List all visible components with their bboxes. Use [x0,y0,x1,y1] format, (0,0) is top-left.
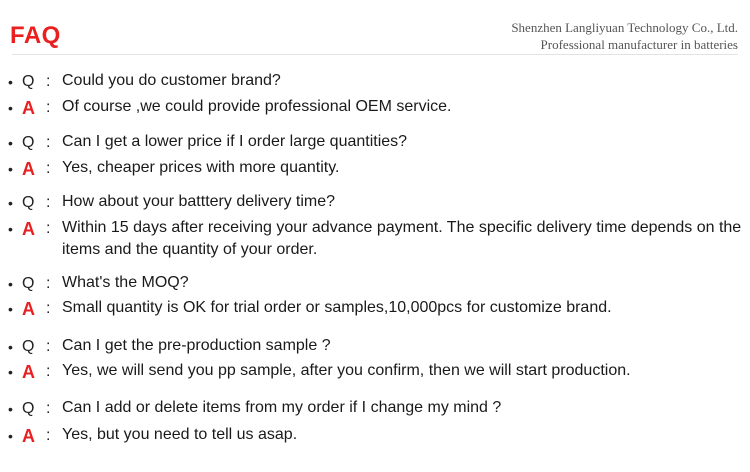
bullet-icon: • [8,364,13,380]
bullet-icon: • [8,339,13,355]
question-text: Can I get a lower price if I order large quantities? [62,133,408,150]
question-row [0,335,750,359]
answer-row [0,157,750,181]
colon-separator: : [46,220,51,237]
answer-text: Small quantity is OK for trial order or samples,10,000pcs for customize brand. [62,299,612,316]
colon-separator: : [46,300,51,317]
answer-marker: A [22,299,35,319]
colon-separator: : [46,400,51,417]
answer-row [0,424,750,448]
answer-text: Of course ,we could provide professional OEM service. [62,98,452,115]
page-title: FAQ [10,22,61,49]
answer-row [0,96,750,120]
question-text: Can I add or delete items from my order if I change my mind ? [62,399,502,416]
question-text: How about your batttery delivery time? [62,193,336,210]
answer-marker: A [22,219,35,239]
question-row [0,191,750,215]
question-row [0,131,750,155]
colon-separator: : [46,134,51,151]
question-row [0,70,750,94]
question-text: What's the MOQ? [62,274,189,291]
colon-separator: : [46,363,51,380]
answer-row [0,360,750,384]
question-row [0,272,750,296]
question-marker: Q [22,338,35,355]
bullet-icon: • [8,100,13,116]
colon-separator: : [46,160,51,177]
question-row [0,397,750,421]
colon-separator: : [46,427,51,444]
bullet-icon: • [8,301,13,317]
bullet-icon: • [8,74,13,90]
question-marker: Q [22,400,35,417]
company-tagline: Professional manufacturer in batteries [540,37,738,52]
colon-separator: : [46,73,51,90]
answer-row [0,297,750,321]
bullet-icon: • [8,195,13,211]
bullet-icon: • [8,161,13,177]
answer-text: Yes, we will send you pp sample, after you confirm, then we will start production. [62,362,631,379]
answer-text: Within 15 days after receiving your advance payment. The specific delivery time depends on the items and the quantity of your order. [62,219,742,258]
bullet-icon: • [8,428,13,444]
colon-separator: : [46,99,51,116]
company-name: Shenzhen Langliyuan Technology Co., Ltd. [511,20,738,35]
question-marker: Q [22,275,35,292]
question-marker: Q [22,73,35,90]
bullet-icon: • [8,401,13,417]
question-text: Could you do customer brand? [62,72,281,89]
bullet-icon: • [8,276,13,292]
question-marker: Q [22,134,35,151]
answer-marker: A [22,426,35,446]
answer-row [0,217,750,258]
colon-separator: : [46,338,51,355]
question-text: Can I get the pre-production sample ? [62,337,331,354]
answer-marker: A [22,159,35,179]
bullet-icon: • [8,221,13,237]
colon-separator: : [46,275,51,292]
answer-marker: A [22,362,35,382]
colon-separator: : [46,194,51,211]
bullet-icon: • [8,135,13,151]
question-marker: Q [22,194,35,211]
answer-marker: A [22,98,35,118]
answer-text: Yes, but you need to tell us asap. [62,426,298,443]
answer-text: Yes, cheaper prices with more quantity. [62,159,340,176]
